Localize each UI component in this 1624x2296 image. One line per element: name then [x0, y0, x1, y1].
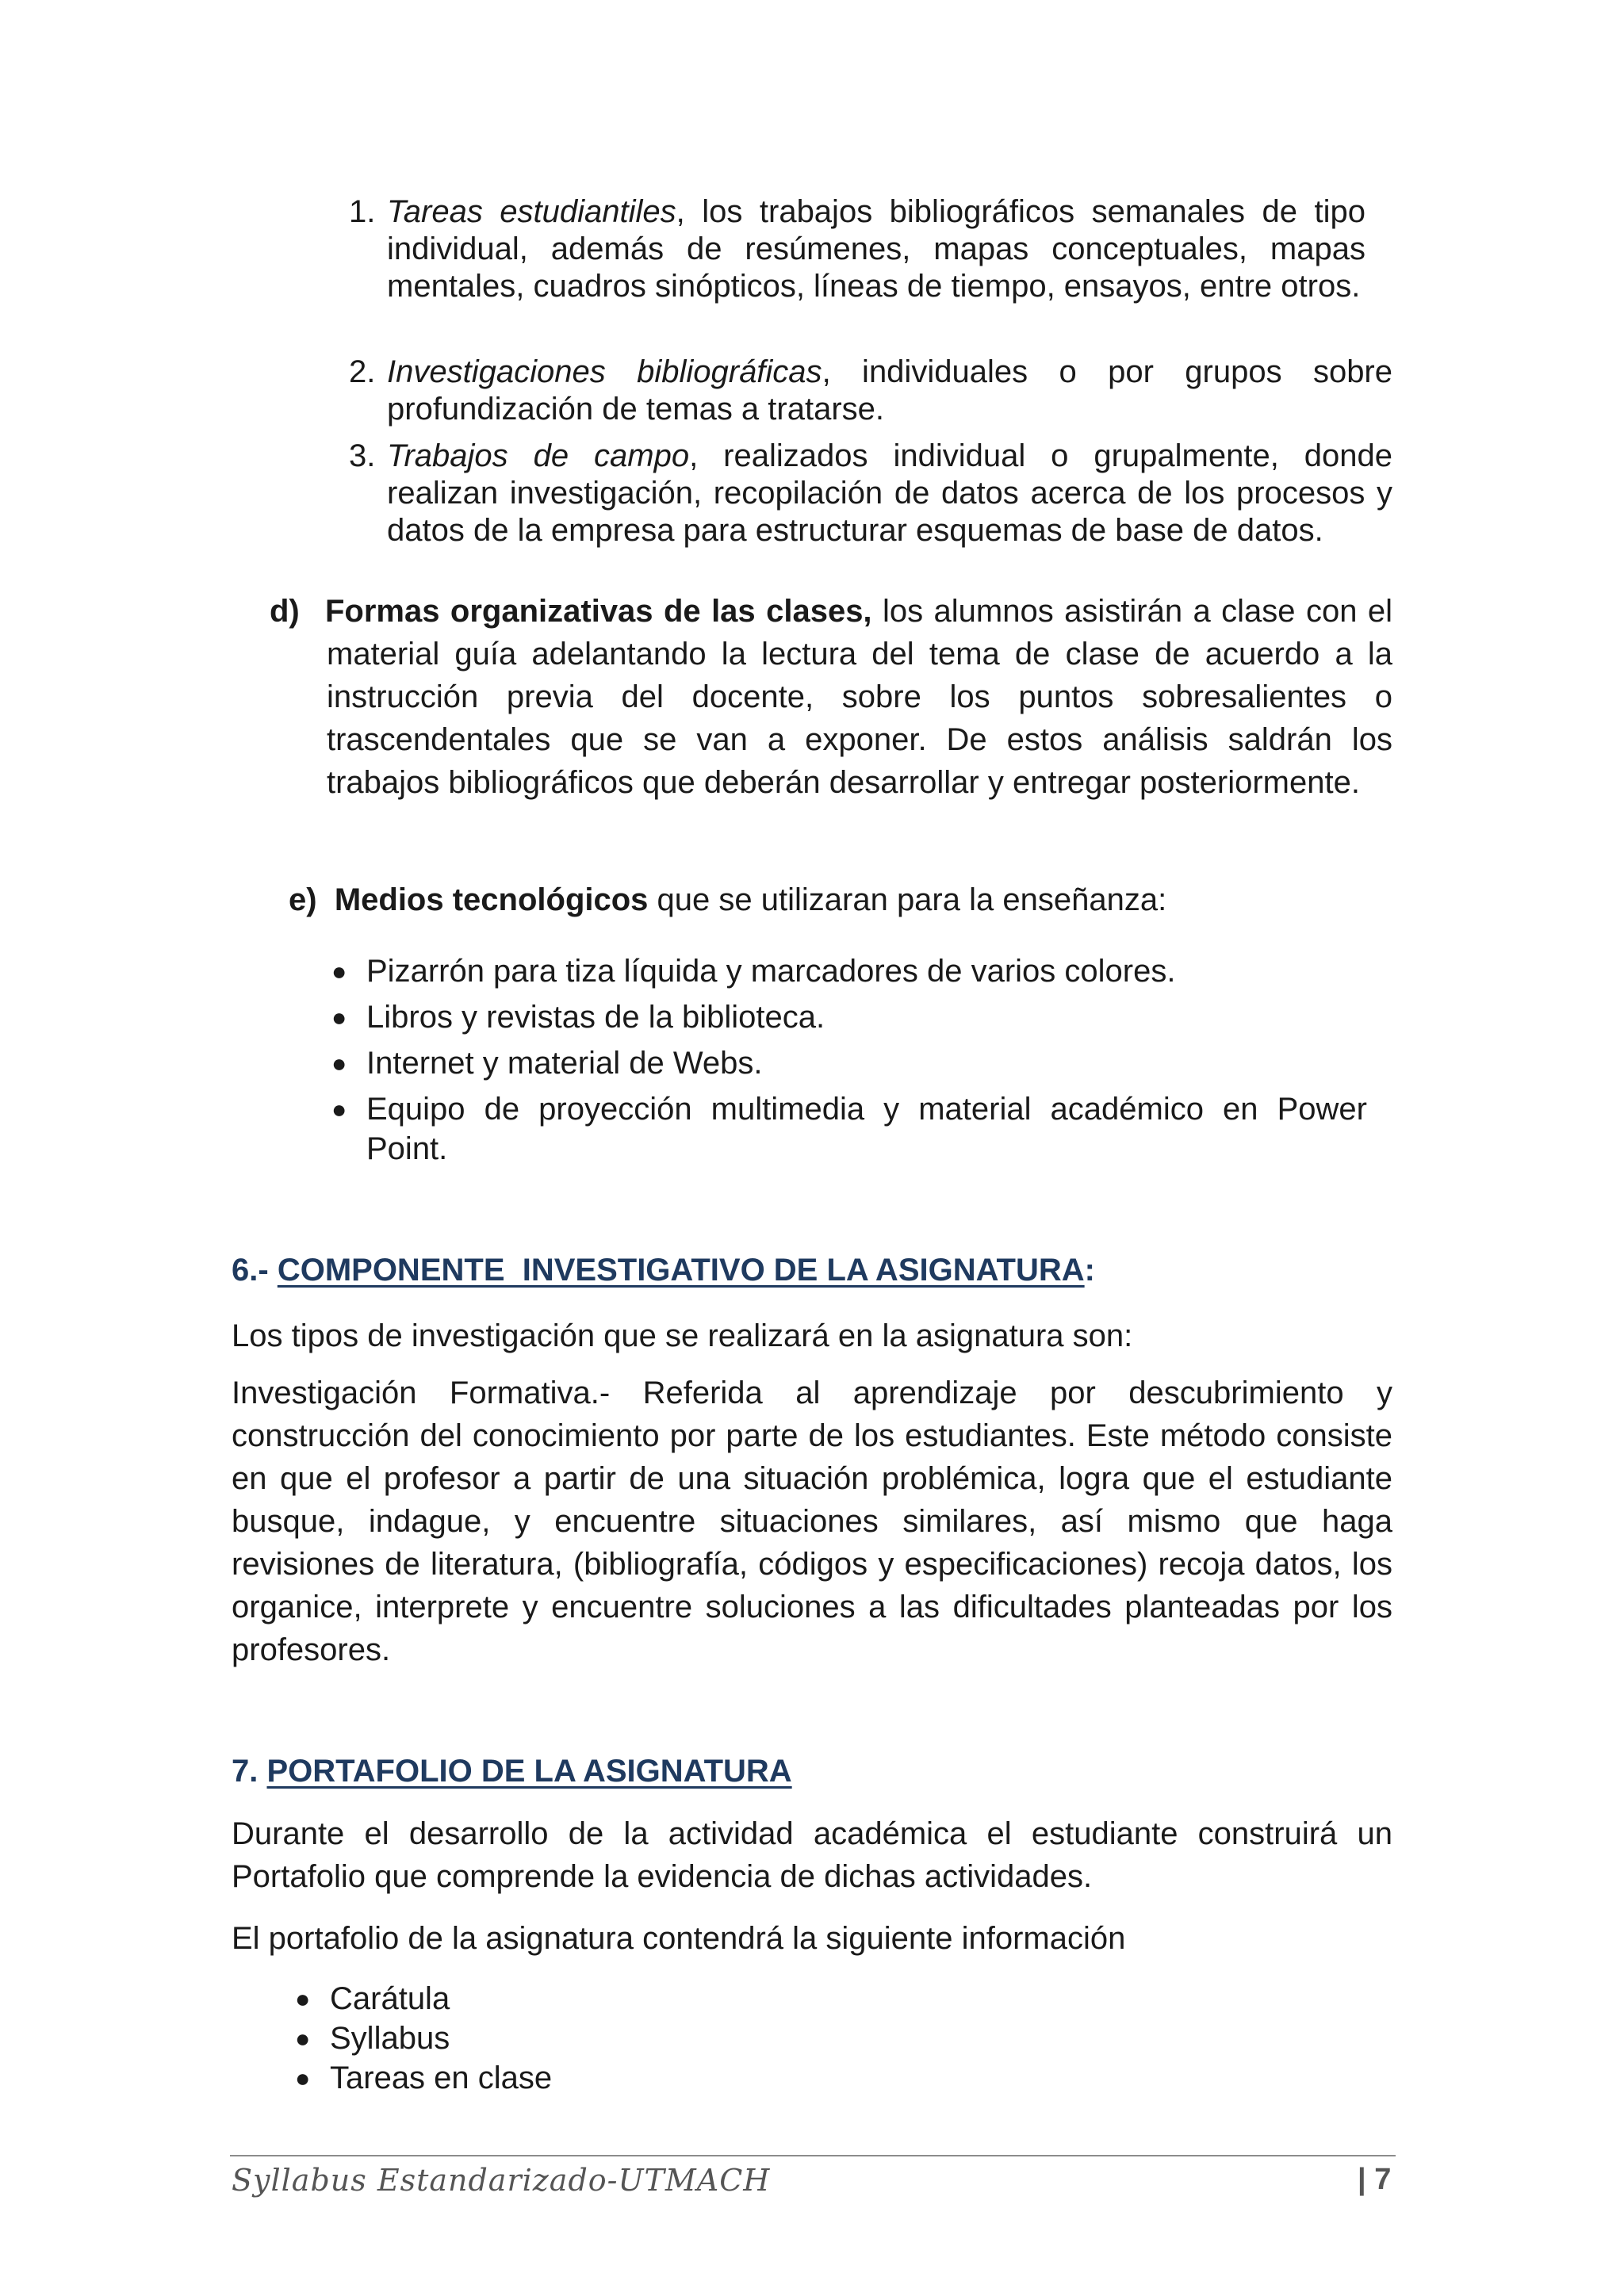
- section-6-intro: Los tipos de investigación que se realizará en la asignatura son:: [232, 1318, 1133, 1353]
- bullet-icon: ●: [331, 1095, 347, 1123]
- bullet-icon: ●: [295, 2024, 311, 2053]
- section-e-title: Medios tecnológicos: [334, 882, 649, 917]
- list-number: 2.: [349, 354, 376, 389]
- list-number: 1.: [349, 194, 376, 229]
- list-item: ● Internet y material de Webs.: [366, 1043, 1367, 1083]
- item-text: , realizados individual o grupalmente, donde realizan investigación, recopilación de datos acerca de los procesos y datos de la empresa para estructurar esquemas de base de datos.: [387, 438, 1393, 548]
- section-e-text: que se utilizaran para la enseñanza:: [648, 882, 1167, 917]
- section-d-paragraph: [327, 590, 1392, 804]
- footer-divider: [230, 2155, 1396, 2156]
- list-number: 3.: [349, 438, 376, 473]
- numbered-item-1: [349, 193, 1365, 352]
- numbered-item-3: [349, 438, 1392, 557]
- bullet-icon: ●: [295, 2064, 311, 2092]
- section-d-marker: d): [270, 594, 300, 629]
- section-7-heading: [232, 1754, 792, 1789]
- item-text: , los trabajos bibliográficos semanales de tipo individual, además de resúmenes, mapas conceptuales, mapas mentales, cuadros sinópticos, líneas de tiempo, ensayos, entre otros.: [387, 194, 1366, 304]
- section-7-intro: El portafolio de la asignatura contendrá la siguiente información: [232, 1921, 1126, 1956]
- bullet-icon: ●: [331, 1049, 347, 1077]
- item-title: Tareas estudiantiles: [387, 194, 676, 229]
- tech-media-list: [331, 951, 1367, 1169]
- numbered-item-2: [349, 354, 1392, 433]
- bullet-icon: ●: [295, 1984, 311, 2013]
- section-d-text: los alumnos asistirán a clase con el material guía adelantando la lectura del tema de clase de acuerdo a la instrucción previa del docente, sobre los puntos sobresalientes o trascendentales que se van a exponer. De estos análisis saldrán los trabajos bibliográficos que deberán desarrollar y entregar posteriormente.: [327, 594, 1393, 800]
- footer-title: Syllabus Estandarizado-UTMACH: [232, 2163, 771, 2198]
- list-item: ● Tareas en clase: [330, 2058, 1361, 2098]
- section-7-number: 7.: [232, 1754, 259, 1789]
- item-text: , individuales o por grupos sobre profundización de temas a tratarse.: [387, 354, 1393, 427]
- list-item: ● Libros y revistas de la biblioteca.: [366, 997, 1367, 1037]
- bullet-icon: ●: [331, 957, 347, 985]
- page-number: | 7: [1358, 2163, 1392, 2196]
- section-6-suffix: :: [1084, 1253, 1095, 1288]
- section-6-title: COMPONENTE INVESTIGATIVO DE LA ASIGNATURA: [277, 1253, 1085, 1288]
- section-7-title: PORTAFOLIO DE LA ASIGNATURA: [266, 1754, 792, 1789]
- item-title: Trabajos de campo: [387, 438, 690, 473]
- list-item: ● Equipo de proyección multimedia y material académico en Power Point.: [366, 1089, 1367, 1169]
- section-d-title: Formas organizativas de las clases,: [325, 594, 872, 629]
- section-e-heading: [289, 878, 1399, 921]
- list-item: ● Pizarrón para tiza líquida y marcadores de varios colores.: [366, 951, 1367, 991]
- section-6-number: 6.-: [232, 1253, 269, 1288]
- bullet-icon: ●: [331, 1003, 347, 1031]
- portfolio-list: [295, 1979, 1361, 2098]
- section-7-body: Durante el desarrollo de la actividad académica el estudiante construirá un Portafolio que comprende la evidencia de dichas actividades.: [232, 1816, 1392, 1894]
- list-item: ● Syllabus: [330, 2019, 1361, 2058]
- section-e-marker: e): [289, 882, 317, 917]
- section-6-heading: [232, 1253, 1095, 1288]
- section-6-body: Investigación Formativa.- Referida al aprendizaje por descubrimiento y construcción del conocimiento por parte de los estudiantes. Este método consiste en que el profesor a partir de una situación problémica, logra que el estudiante busque, indague, y encuentre situaciones similares, así mismo que haga revisiones de literatura, (bibliografía, códigos y especificaciones) recoja datos, los organice, interprete y encuentre soluciones a las dificultades planteadas por los profesores.: [232, 1376, 1392, 1667]
- list-item: ● Carátula: [330, 1979, 1361, 2019]
- item-title: Investigaciones bibliográficas: [387, 354, 822, 389]
